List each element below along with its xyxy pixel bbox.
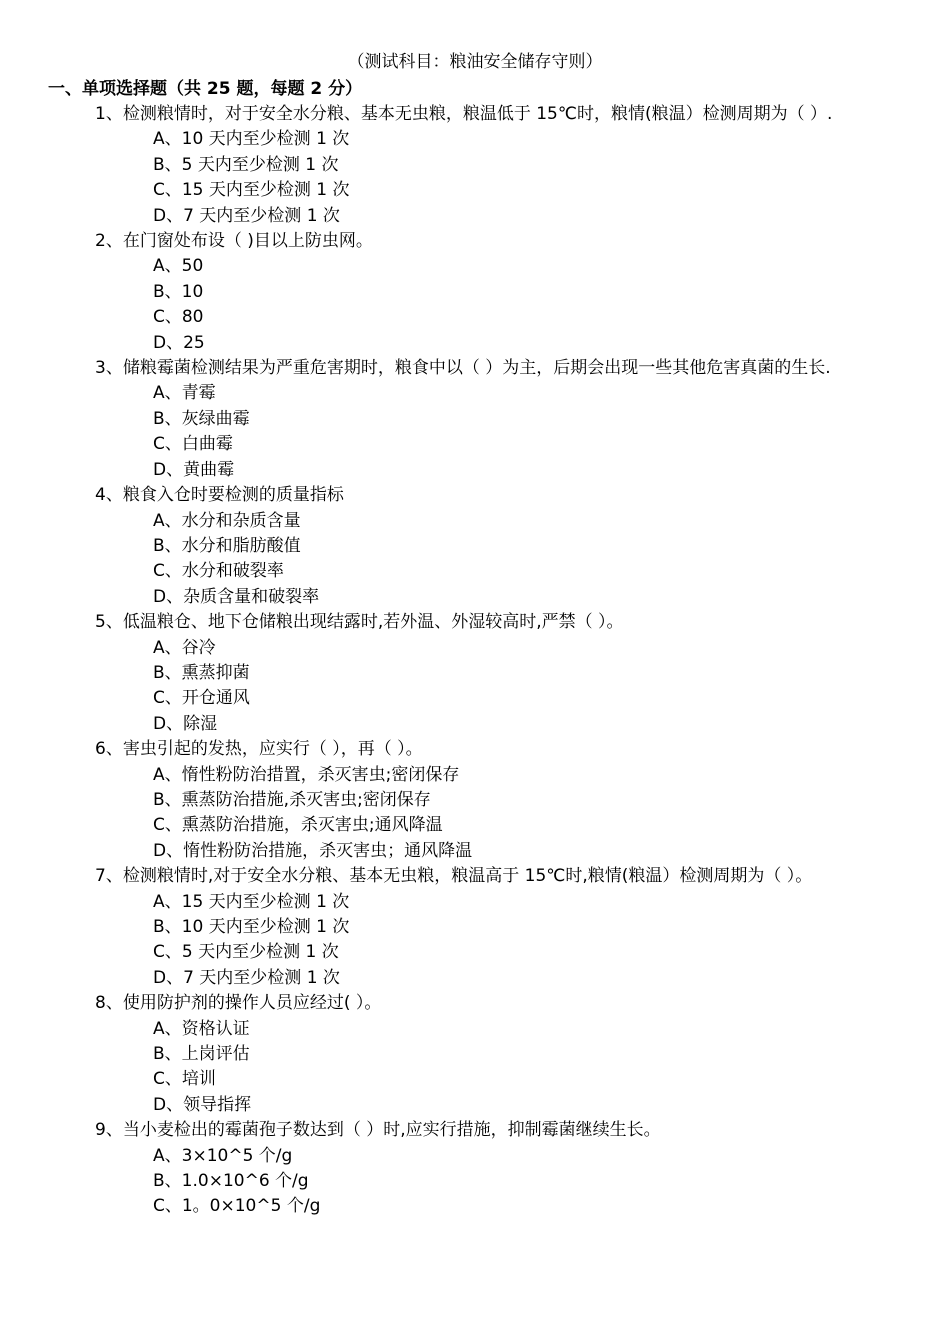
answer-option: B、熏蒸防治措施,杀灭害虫;密闭保存: [153, 789, 431, 810]
question-6: [0, 737, 950, 864]
answer-option: D、25: [153, 332, 205, 353]
answer-option: B、1.0×10^6 个/g: [153, 1171, 309, 1192]
answer-option: A、10 天内至少检测 1 次: [153, 129, 350, 150]
question-stem: 1、检测粮情时，对于安全水分粮、基本无虫粮，粮温低于 15℃时，粮情(粮温）检测周期为（ ）.: [95, 104, 833, 124]
question-5: [0, 610, 950, 737]
answer-option: C、开仓通风: [153, 688, 250, 709]
option-list: [0, 509, 950, 611]
answer-option: C、15 天内至少检测 1 次: [153, 180, 350, 201]
option-list: [0, 127, 950, 229]
option-list: [0, 890, 950, 992]
answer-option: D、惰性粉防治措施，杀灭害虫；通风降温: [153, 840, 473, 861]
question-7: [0, 864, 950, 991]
question-stem: 4、粮食入仓时要检测的质量指标: [95, 485, 344, 506]
option-list: [0, 763, 950, 865]
question-stem: 8、使用防护剂的操作人员应经过( ）。: [95, 993, 382, 1014]
answer-option: B、上岗评估: [153, 1044, 250, 1065]
answer-option: D、7 天内至少检测 1 次: [153, 205, 340, 226]
answer-option: A、资格认证: [153, 1018, 250, 1039]
option-list: [0, 1017, 950, 1119]
question-2: [0, 229, 950, 356]
answer-option: B、灰绿曲霉: [153, 408, 250, 429]
answer-option: B、水分和脂肪酸值: [153, 535, 301, 556]
answer-option: A、水分和杂质含量: [153, 510, 301, 531]
answer-option: A、15 天内至少检测 1 次: [153, 891, 350, 912]
answer-option: C、培训: [153, 1069, 216, 1090]
answer-option: D、7 天内至少检测 1 次: [153, 967, 340, 988]
answer-option: B、10 天内至少检测 1 次: [153, 917, 350, 937]
answer-option: A、谷冷: [153, 637, 216, 658]
section-title: 一、单项选择题（共 25 题，每题 2 分）: [48, 79, 363, 99]
question-9: [0, 1118, 950, 1220]
answer-option: A、惰性粉防治措置，杀灭害虫;密闭保存: [153, 764, 460, 785]
answer-option: B、5 天内至少检测 1 次: [153, 154, 339, 175]
question-3: [0, 356, 950, 483]
answer-option: C、水分和破裂率: [153, 561, 284, 582]
answer-option: C、1。0×10^5 个/g: [153, 1196, 321, 1217]
answer-option: C、熏蒸防治措施，杀灭害虫;通风降温: [153, 815, 443, 836]
question-4: [0, 483, 950, 610]
answer-option: A、50: [153, 256, 204, 277]
question-1: [0, 102, 950, 229]
question-8: [0, 991, 950, 1118]
test-subject-header: （测试科目：粮油安全储存守则）: [347, 52, 603, 72]
answer-option: D、黄曲霉: [153, 459, 235, 480]
question-list: [0, 102, 950, 1220]
question-stem: 5、低温粮仓、地下仓储粮出现结露时,若外温、外湿较高时,严禁（ ）。: [95, 612, 624, 633]
question-stem: 9、当小麦检出的霉菌孢子数达到（ ）时,应实行措施，抑制霉菌继续生长。: [95, 1120, 661, 1141]
answer-option: C、白曲霉: [153, 434, 233, 455]
answer-option: C、5 天内至少检测 1 次: [153, 942, 339, 963]
answer-option: B、熏蒸抑菌: [153, 662, 250, 683]
question-stem: 7、检测粮情时,对于安全水分粮、基本无虫粮，粮温高于 15℃时,粮情(粮温）检测周期为（ ）。: [95, 866, 813, 887]
answer-option: C、80: [153, 307, 204, 328]
answer-option: A、青霉: [153, 383, 216, 404]
answer-option: A、3×10^5 个/g: [153, 1145, 293, 1166]
answer-option: D、领导指挥: [153, 1094, 252, 1115]
answer-option: D、除湿: [153, 713, 218, 734]
question-stem: 3、储粮霉菌检测结果为严重危害期时，粮食中以（ ）为主，后期会出现一些其他危害真菌的生长.: [95, 358, 831, 379]
option-list: [0, 1144, 950, 1220]
answer-option: D、杂质含量和破裂率: [153, 586, 320, 607]
question-stem: 6、害虫引起的发热，应实行（ ），再（ ）。: [95, 739, 423, 760]
option-list: [0, 636, 950, 738]
option-list: [0, 254, 950, 356]
option-list: [0, 381, 950, 483]
question-stem: 2、在门窗处布设（ )目以上防虫网。: [95, 231, 373, 252]
answer-option: B、10: [153, 281, 204, 302]
